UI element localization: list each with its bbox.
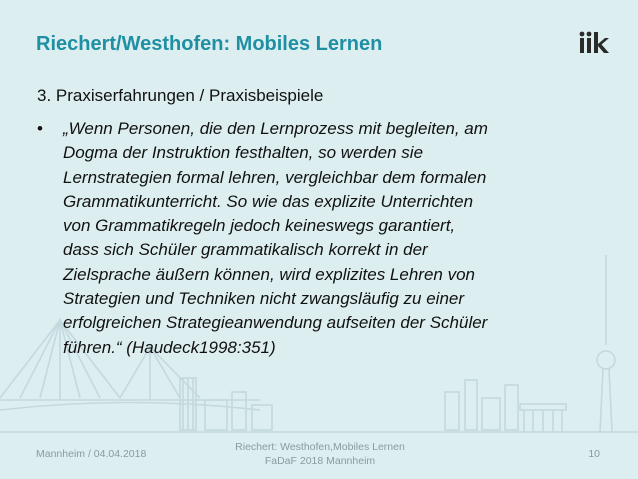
footer-center [220, 440, 420, 468]
quote-text: „Wenn Personen, die den Lernprozess mit begleiten, am Dogma der Instruktion festhalten, so werden sie Lernstrategien formal lehren, vergleichbar dem formalen Grammatikunterricht. So wie das explizite Unterrichten von Grammatikregeln jedoch keineswegs garantiert, dass sich Schüler grammatikalisch korrekt in der Zielsprache äußern können, wird explizites Lehren von Strategien und Techniken nicht zwangsläufig zu einer erfolgreichen Strategieanwendung aufseiten der Schüler führen.“ (Haudeck1998:351) [63, 119, 488, 357]
bullet-marker: • [37, 119, 43, 138]
quote-bullet [37, 117, 607, 360]
page-number: 10 [588, 448, 600, 460]
slide-title: Riechert/Westhofen: Mobiles Lernen [36, 33, 383, 55]
footer-location-date: Mannheim / 04.04.2018 [36, 448, 147, 460]
footer-center-line2: FaDaF 2018 Mannheim [264, 455, 376, 467]
section-heading: 3. Praxiserfahrungen / Praxisbeispiele [37, 86, 324, 105]
footer-center-line1: Riechert: Westhofen,Mobiles Lernen [235, 441, 405, 453]
iik-logo-icon [578, 30, 610, 54]
